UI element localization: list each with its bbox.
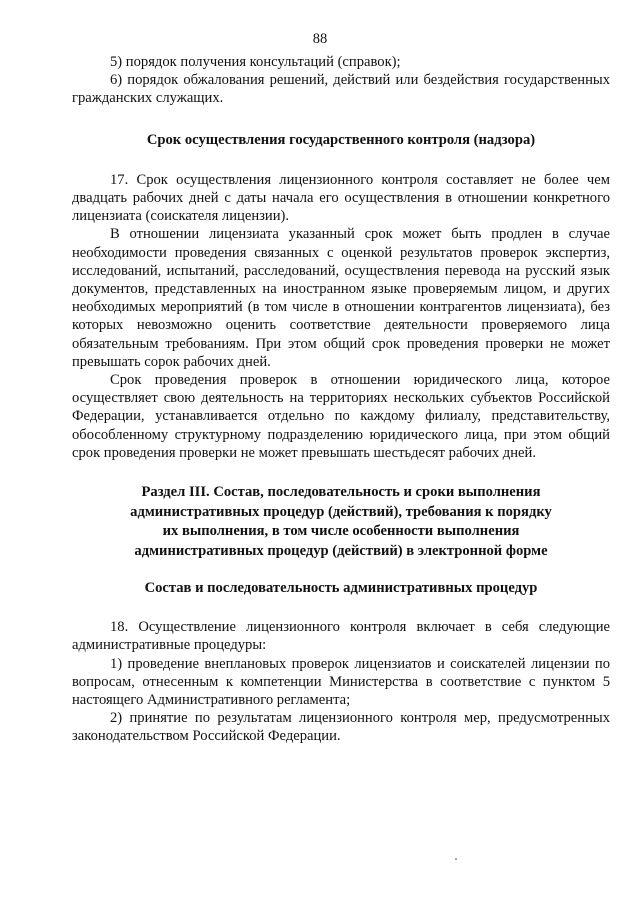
section-heading-term: Срок осуществления государственного контроля (надзора) (146, 131, 536, 148)
section-heading-composition: Состав и последовательность административных процедур (144, 580, 538, 597)
list-item: 5) порядок получения консультаций (справок); (110, 54, 401, 70)
scan-speck (455, 858, 457, 860)
list-item: 1) проведение внеплановых проверок лицензиатов и соискателей лицензии по вопросам, отнесенным к компетенции Министерства в соответствие с пунктом 5 настоящего Административного регламента; (72, 655, 610, 709)
list-item: 2) принятие по результатам лицензионного контроля мер, предусмотренных законодательством Российской Федерации. (72, 710, 610, 745)
page-number: 88 (312, 31, 328, 47)
list-item: 6) порядок обжалования решений, действий или бездействия государственных гражданских служащих. (72, 72, 610, 107)
paragraph: 18. Осуществление лицензионного контроля включает в себя следующие административные процедуры: (72, 619, 610, 654)
paragraph: В отношении лицензиата указанный срок может быть продлен в случае необходимости проведения связанных с оценкой результатов проверок экспертиз, исследований, испытаний, расследований, осуществления перевода на русский язык документов, представленных на иностранном языке проверяемым лицом, и других необходимых мероприятий (в том числе в отношении контрагентов лицензиата), без которых невозможно оценить соответствие деятельности проверяемого лица обязательным требованиям. При этом общий срок проведения проверки не может превышать сорок рабочих дней. (72, 226, 610, 370)
page-body (72, 53, 610, 746)
paragraph: 17. Срок осуществления лицензионного контроля составляет не более чем двадцать рабочих дней с даты начала его осуществления в отношении конкретного лицензиата (соискателя лицензии). (72, 171, 610, 225)
heading-line: их выполнения, в том числе особенности выполнения (162, 523, 520, 540)
heading-line: Раздел III. Состав, последовательность и сроки выполнения (141, 484, 541, 501)
heading-line: административных процедур (действий), требования к порядку (130, 503, 552, 520)
section-heading-part-iii (72, 483, 610, 561)
paragraph: Срок проведения проверок в отношении юридического лица, которое осуществляет свою деятельность на территориях нескольких субъектов Российской Федерации, устанавливается отдельно по каждому филиалу, представительству, обособленному структурному подразделению юридического лица, при этом общий срок проведения проверки не может превышать шестьдесят рабочих дней. (72, 372, 610, 461)
heading-line: административных процедур (действий) в электронной форме (134, 542, 548, 559)
